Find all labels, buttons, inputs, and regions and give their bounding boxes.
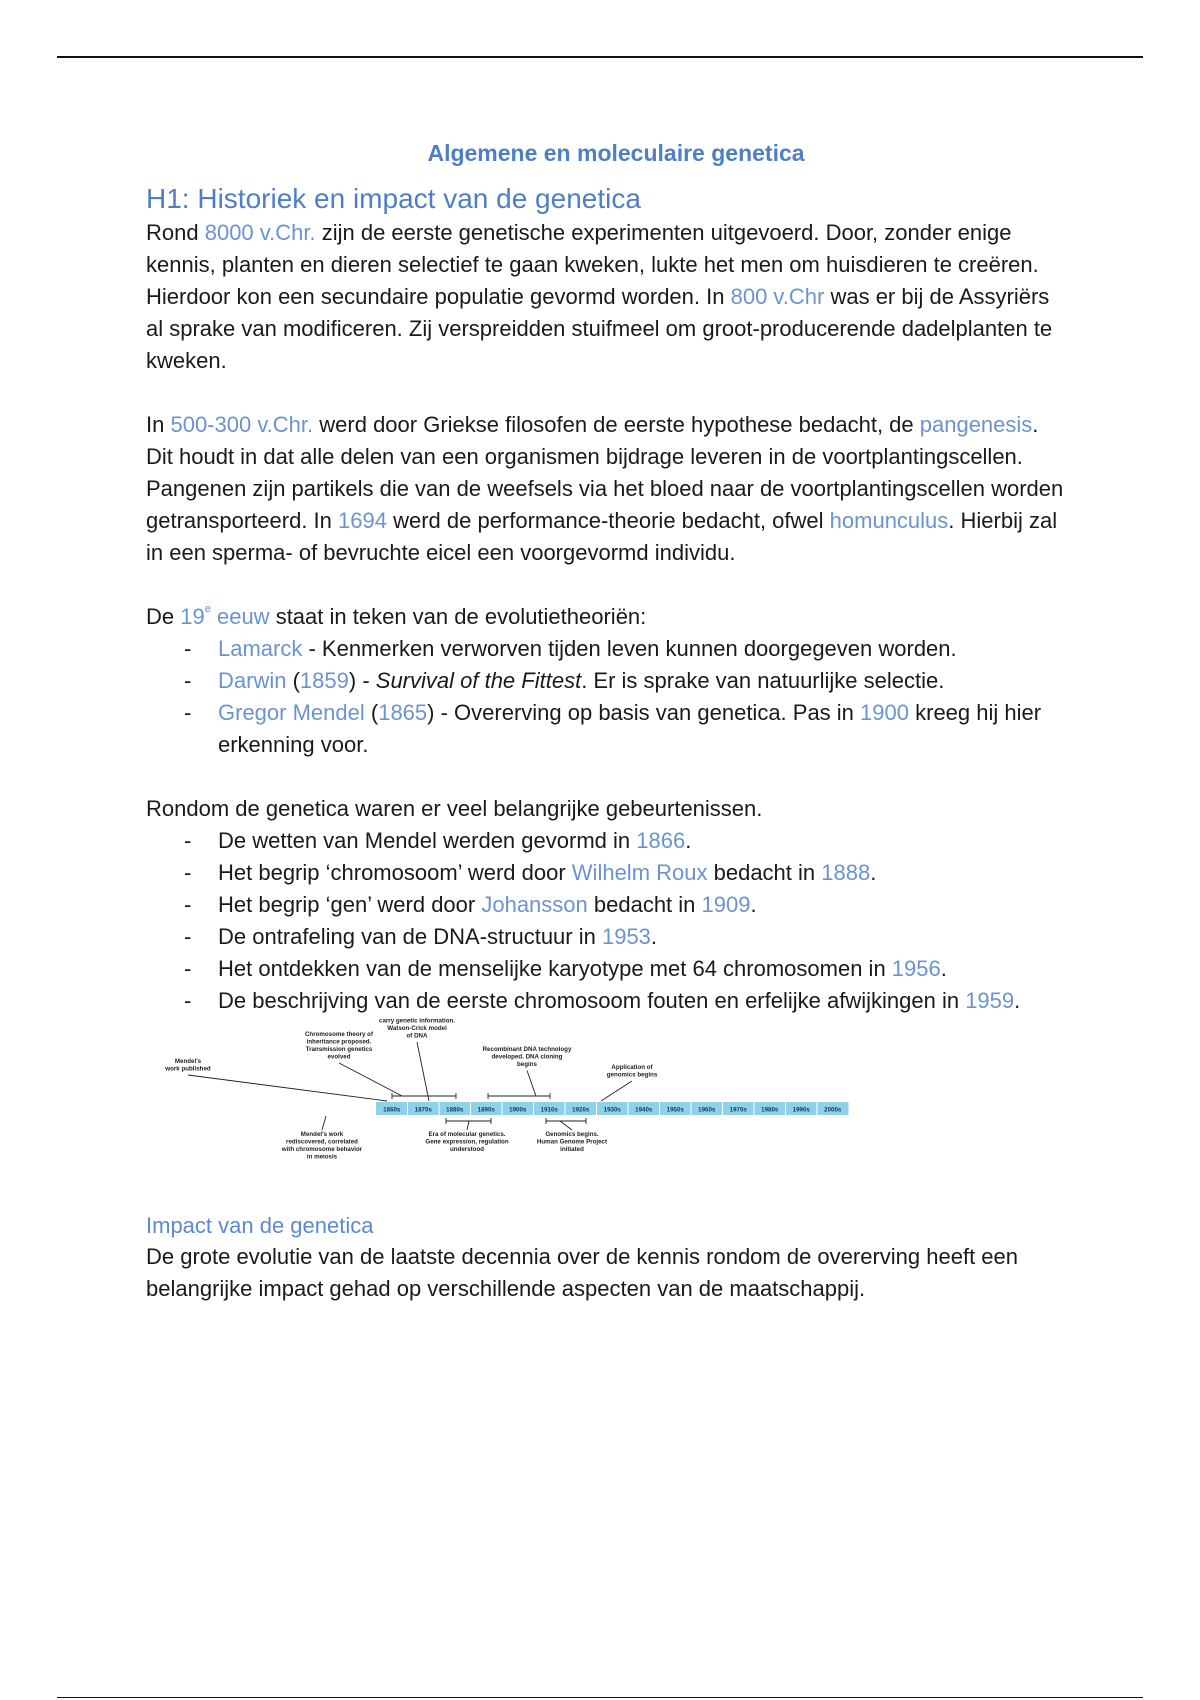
timeline-event-label: Application of [611,1064,653,1071]
evolution-list [146,633,1066,761]
timeline-event-label: Gene expression, regulation [425,1138,509,1146]
timeline-decade-label: 1970s [729,1106,747,1114]
timeline-event-label: of DNA [406,1032,428,1040]
timeline-event-label: Mendel's work [300,1131,344,1138]
timeline-event-label: evolved [327,1053,351,1061]
timeline-event-label: Genomics begins. [545,1131,599,1138]
list-item: - Het ontdekken van de menselijke karyotype met 64 chromosomen in 1956. [218,953,1066,985]
timeline-event-label: rediscovered, correlated [286,1138,358,1146]
timeline-decade-label: 1990s [792,1106,810,1114]
paragraph-pangenesis: In 500-300 v.Chr. werd door Griekse filosofen de eerste hypothese bedacht, de pangenesis. Dit houdt in dat alle delen van een organismen bijdrage leveren in de voortplantingscellen. Pangenen zijn partikels die van de weefsels via het bloed naar de voortplantingscellen worden getransporteerd. In 1694 werd de performance-theorie bedacht, ofwel homunculus. Hierbij zal in een sperma- of bevruchte eicel een voorgevormd individu. [146,412,1064,565]
timeline-event-label: Era of molecular genetics. [428,1131,506,1138]
timeline-pointer [188,1075,387,1101]
list-item: - Het begrip ‘gen’ werd door Johansson bedacht in 1909. [218,889,1066,921]
timeline-pointer [601,1081,632,1101]
highlight-term: homunculus [829,508,949,533]
timeline-decade-label: 1860s [383,1106,401,1114]
bottom-rule [57,1697,1143,1698]
list-item: - De ontrafeling van de DNA-structuur in 1953. [218,921,1066,953]
highlight-date: 1694 [338,508,387,533]
genetics-timeline-figure [146,1017,1066,1185]
list-item: - Gregor Mendel (1865) - Overerving op basis van genetica. Pas in 1900 kreeg hij hier erkenning voor. [218,697,1066,761]
timeline-decade-label: 1940s [635,1106,653,1114]
timeline-svg [146,1017,1066,1185]
timeline-decade-label: 1900s [509,1106,527,1114]
timeline-decade-label: 1920s [572,1106,590,1114]
events-list [146,825,1066,1017]
timeline-event-label: Transmission genetics [305,1046,373,1053]
list-item: - De beschrijving van de eerste chromosoom fouten en erfelijke afwijkingen in 1959. [218,985,1066,1017]
list-item: - Lamarck - Kenmerken verworven tijden leven kunnen doorgegeven worden. [218,633,1066,665]
list-item: - Darwin (1859) - Survival of the Fittest. Er is sprake van natuurlijke selectie. [218,665,1066,697]
paragraph-impact: De grote evolutie van de laatste decennia over de kennis rondom de overerving heeft een belangrijke impact gehad op verschillende aspecten van de maatschappij. [146,1244,1019,1301]
timeline-decade-label: 1950s [666,1106,684,1114]
timeline-pointer [322,1116,326,1130]
timeline-pointer [339,1063,402,1096]
timeline-event-label: in meiosis [306,1153,338,1161]
timeline-pointer [417,1042,429,1101]
timeline-event-label: Watson-Crick model [387,1025,447,1032]
timeline-event-label: Human Genome Project [536,1138,608,1146]
timeline-event-label: inheritance proposed. [306,1038,372,1046]
timeline-event-label: genomics begins [606,1071,658,1079]
timeline-decade-label: 2000s [824,1106,842,1114]
timeline-pointer [527,1071,536,1097]
highlight-date: 800 v.Chr [730,284,825,309]
timeline-pointer [560,1121,572,1130]
timeline-event-label: with chromosome behavior [281,1146,363,1153]
timeline-event-label: work published [165,1065,211,1073]
timeline-event-label: understood [449,1146,485,1153]
top-rule [57,56,1143,58]
timeline-pointer [467,1121,469,1130]
timeline-decade-label: 1880s [446,1106,464,1114]
timeline-event-label: begins [517,1061,537,1068]
timeline-event-label: carry genetic information. [379,1017,455,1025]
timeline-event-label: Mendel's [174,1058,202,1065]
list-item: - De wetten van Mendel werden gevormd in 1866. [218,825,1066,857]
timeline-decade-label: 1870s [414,1106,432,1114]
timeline-decade-label: 1960s [698,1106,716,1114]
document-page [146,140,1066,1305]
timeline-decade-label: 1890s [477,1106,495,1114]
timeline-event-label: Chromosome theory of [304,1031,374,1038]
timeline-decade-label: 1910s [540,1106,558,1114]
timeline-decade-label: 1980s [761,1106,779,1114]
heading-impact: Impact van de genetica [146,1213,374,1238]
list-item: - Het begrip ‘chromosoom’ werd door Wilhelm Roux bedacht in 1888. [218,857,1066,889]
timeline-event-label: developed. DNA cloning [491,1053,563,1061]
timeline-event-label: Recombinant DNA technology [482,1046,572,1053]
timeline-event-label: initiated [560,1146,584,1153]
highlight-date: 8000 v.Chr. [204,220,316,245]
timeline-decade-label: 1930s [603,1106,621,1114]
heading-historiek: H1: Historiek en impact van de genetica [146,183,641,214]
document-title: Algemene en moleculaire genetica [427,140,805,166]
paragraph-events-intro: Rondom de genetica waren er veel belangrijke gebeurtenissen. [146,796,763,821]
paragraph-early-history: Rond 8000 v.Chr. zijn de eerste genetische experimenten uitgevoerd. Door, zonder enige kennis, planten en dieren selectief te gaan kweken, lukte het men om huisdieren te creëren. Hierdoor kon een secundaire populatie gevormd worden. In 800 v.Chr was er bij de Assyriërs al sprake van modificeren. Zij verspreidden stuifmeel om groot-producerende dadelplanten te kweken. [146,220,1053,373]
highlight-term: pangenesis [919,412,1033,437]
paragraph-evolution-intro: De 19e eeuw staat in teken van de evolutietheoriën: [146,603,647,629]
highlight-date: 500-300 v.Chr. [170,412,314,437]
